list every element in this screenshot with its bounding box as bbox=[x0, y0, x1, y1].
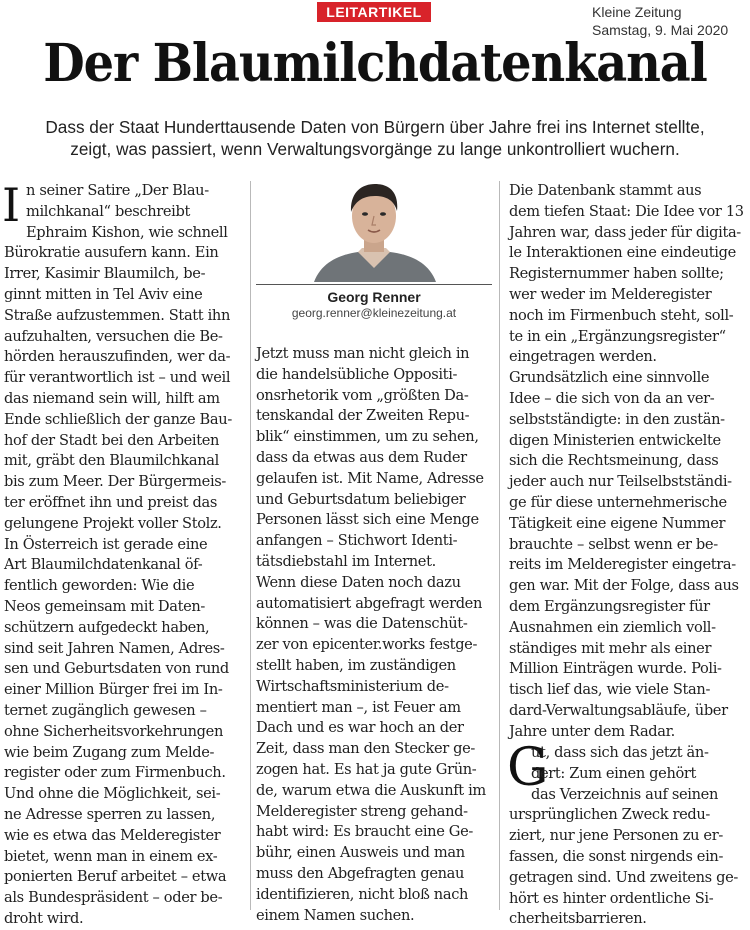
text-line: fassen, die sonst nirgends ein- bbox=[509, 847, 724, 865]
section-kicker: LEITARTIKEL bbox=[317, 2, 431, 22]
text-line: fentlich geworden: Wie die bbox=[4, 577, 195, 595]
text-line: ziert, nur jene Personen zu er- bbox=[509, 827, 723, 845]
text-line: Wirtschaftsministerium de- bbox=[256, 677, 449, 695]
standfirst-line: Dass der Staat Hunderttausende Daten von Bürgern über Jahre frei ins Internet stellte, bbox=[45, 117, 705, 137]
text-line: gen war. Mit der Folge, dass aus bbox=[509, 577, 739, 595]
text-line: getragen sind. Und zweitens ge- bbox=[509, 868, 738, 886]
text-line: jeder auch nur Teilselbstständi- bbox=[509, 473, 732, 491]
publication-date: Samstag, 9. Mai 2020 bbox=[592, 22, 729, 38]
text-line: tenskandal der Zweiten Repu- bbox=[256, 407, 470, 425]
text-line: tätsdiebstahl im Internet. bbox=[256, 552, 436, 570]
text-line: Ephraim Kishon, wie schnell bbox=[26, 223, 228, 241]
text-line: selbstständigte: in den zustän- bbox=[509, 410, 725, 428]
text-line: aufzuhalten, versuchen die Be- bbox=[4, 327, 223, 345]
text-line: identifizieren, nicht bloß nach bbox=[256, 885, 469, 903]
text-line: Die Datenbank stammt aus bbox=[509, 182, 702, 199]
dropcap-i: I bbox=[2, 178, 21, 232]
text-line: zer von epicenter.works festge- bbox=[256, 636, 478, 654]
text-line: Tätigkeit eine eigene Nummer bbox=[509, 514, 726, 532]
text-line: Und ohne die Möglichkeit, sei- bbox=[4, 785, 221, 803]
text-line: Ende schließlich der ganze Bau- bbox=[4, 410, 232, 428]
text-line: schützern aufgedeckt haben, bbox=[4, 618, 210, 636]
text-line: muss den Abgefragten genau bbox=[256, 864, 465, 882]
text-line: Jahren war, dass jeder für digita- bbox=[509, 223, 741, 241]
text-line: noch im Firmenbuch steht, soll- bbox=[509, 306, 734, 324]
text-line: das Verzeichnis auf seinen bbox=[531, 785, 719, 803]
text-line: Art Blaumilchdatenkanal öf- bbox=[4, 556, 203, 574]
text-line: Bürokratie ausufern kann. Ein bbox=[4, 244, 219, 262]
article-column-3 bbox=[509, 181, 747, 743]
text-line: In Österreich ist gerade eine bbox=[4, 535, 208, 553]
text-line: als Bundespräsident – oder be- bbox=[4, 889, 223, 907]
text-line: register oder zum Firmenbuch. bbox=[4, 764, 226, 782]
text-line: dert: Zum einen gehört bbox=[531, 764, 697, 782]
text-line: zogen hat. Es hat ja gute Grün- bbox=[256, 760, 477, 778]
text-line: einem Namen suchen. bbox=[256, 906, 415, 924]
text-line: ponierten Beruf arbeitet – etwa bbox=[4, 868, 227, 886]
text-line: Registernummer haben sollte; bbox=[509, 265, 724, 283]
text-line: wer weder im Melderegister bbox=[509, 285, 712, 303]
text-line: wie es etwa das Melderegister bbox=[4, 826, 221, 844]
standfirst-line: zeigt, was passiert, wenn Verwaltungsvorgänge zu lange unkontrolliert wuchern. bbox=[70, 139, 680, 159]
text-line: Idee – die sich von da an ver- bbox=[509, 389, 715, 407]
publication-name: Kleine Zeitung bbox=[592, 4, 682, 20]
text-line: hörden herauszufinden, wer da- bbox=[4, 348, 231, 366]
text-line: sind seit Jahren Namen, Adres- bbox=[4, 639, 225, 657]
text-line: le Interaktionen eine eindeutige bbox=[509, 244, 736, 262]
text-line: blik“ einstimmen, um zu sehen, bbox=[256, 428, 479, 446]
text-line: reits im Melderegister eingetra- bbox=[509, 556, 736, 574]
text-line: ursprünglichen Zweck redu- bbox=[509, 806, 711, 824]
text-line: stellt haben, im zuständigen bbox=[256, 656, 456, 674]
column-rule bbox=[250, 181, 251, 910]
text-line: de, warum etwa die Auskunft im bbox=[256, 781, 486, 799]
text-line: bühr, einen Ausweis und man bbox=[256, 844, 465, 862]
text-line: dem tiefen Staat: Die Idee vor 13 bbox=[509, 202, 744, 220]
text-line: mentiert man –, ist Feuer am bbox=[256, 698, 461, 716]
text-line: und Geburtsdatum beliebiger bbox=[256, 490, 466, 508]
text-line: einer Million Bürger frei im In- bbox=[4, 681, 223, 699]
text-line: Wenn diese Daten noch dazu bbox=[256, 573, 461, 591]
text-line: digen Ministerien entwickelte bbox=[509, 431, 721, 449]
text-line: tisch lief das, wie viele Stan- bbox=[509, 681, 711, 699]
text-line: Melderegister streng gehand- bbox=[256, 802, 468, 820]
text-line: Ausnahmen ein ziemlich voll- bbox=[509, 618, 716, 636]
text-line: das niemand sein will, hilft am bbox=[4, 389, 220, 407]
column-rule bbox=[499, 181, 500, 910]
text-line: sich die Rechtsmeinung, dass bbox=[509, 452, 719, 470]
text-line: Dach und es war hoch an der bbox=[256, 719, 464, 737]
text-line: te in ein „Ergänzungsregister“ bbox=[509, 327, 726, 345]
text-line: eingetragen werden. bbox=[509, 348, 657, 366]
text-line: Straße aufzustemmen. Statt ihn bbox=[4, 306, 231, 324]
author-divider bbox=[256, 284, 492, 285]
text-line: droht wird. bbox=[4, 909, 84, 927]
text-line: hört es hinter ordentliche Si- bbox=[509, 889, 714, 907]
author-portrait bbox=[258, 178, 490, 282]
text-line: Jahre unter dem Radar. bbox=[509, 722, 675, 740]
text-line: dem Ergänzungsregister für bbox=[509, 597, 710, 615]
text-line: Grundsätzlich eine sinnvolle bbox=[509, 369, 710, 387]
article-column-2 bbox=[256, 344, 494, 926]
text-line: ternet zugänglich gewesen – bbox=[4, 701, 207, 719]
text-line: anfangen – Stichwort Identi- bbox=[256, 532, 458, 550]
headline: Der Blaumilchdatenkanal bbox=[43, 33, 707, 94]
text-line: gelungene Projekt voller Stolz. bbox=[4, 514, 222, 532]
text-line: ge für diese unternehmerische bbox=[509, 493, 727, 511]
author-name: Georg Renner bbox=[327, 289, 421, 305]
text-line: hof der Stadt bei den Arbeiten bbox=[4, 431, 220, 449]
article-column-3-continued bbox=[507, 738, 747, 930]
text-line: ne Adresse sperren zu lassen, bbox=[4, 805, 216, 823]
text-line: ut, dass sich das jetzt än- bbox=[531, 744, 709, 761]
text-line: ter eröffnet ihn und preist das bbox=[4, 493, 218, 511]
text-line: sen und Geburtsdaten von rund bbox=[4, 660, 229, 678]
text-line: brauchte – selbst wenn er be- bbox=[509, 535, 718, 553]
text-line: Zeit, dass man den Stecker ge- bbox=[256, 740, 476, 758]
article-column-1 bbox=[2, 178, 244, 930]
text-line: automatisiert abgefragt werden bbox=[256, 594, 483, 612]
text-line: Irrer, Kasimir Blaumilch, be- bbox=[4, 265, 206, 283]
text-line: gelaufen ist. Mit Name, Adresse bbox=[256, 469, 484, 487]
text-line: bis zum Meer. Der Bürgermeis- bbox=[4, 473, 226, 491]
text-line: habt wird: Es braucht eine Ge- bbox=[256, 823, 473, 841]
text-line: die handelsübliche Oppositi- bbox=[256, 365, 458, 383]
standfirst bbox=[0, 116, 750, 160]
text-line: ständiges mit mehr als einer bbox=[509, 639, 712, 657]
text-line: Neos gemeinsam mit Daten- bbox=[4, 597, 205, 615]
text-line: dass da etwas aus dem Ruder bbox=[256, 448, 467, 466]
text-line: dard-Verwaltungsabläufe, über bbox=[509, 701, 728, 719]
dropcap-g: G bbox=[507, 738, 549, 798]
text-line: Personen lässt sich eine Menge bbox=[256, 511, 479, 529]
author-email: georg.renner@kleinezeitung.at bbox=[291, 306, 457, 320]
text-line: ohne Sicherheitsvorkehrungen bbox=[4, 722, 224, 740]
text-line: onsrhetorik vom „größten Da- bbox=[256, 386, 469, 404]
text-line: bietet, wenn man in einem ex- bbox=[4, 847, 218, 865]
text-line: Jetzt muss man nicht gleich in bbox=[256, 345, 470, 362]
text-line: für verantwortlich ist – und weil bbox=[4, 369, 231, 387]
text-line: n seiner Satire „Der Blau- bbox=[26, 182, 209, 199]
text-line: milchkanal“ beschreibt bbox=[26, 202, 190, 220]
text-line: ginnt mitten in Tel Aviv eine bbox=[4, 285, 203, 303]
text-line: können – was die Datenschüt- bbox=[256, 615, 468, 633]
text-line: Million Einträgen wurde. Poli- bbox=[509, 660, 722, 678]
text-line: wie beim Zugang zum Melde- bbox=[4, 743, 215, 761]
text-line: mit, gräbt den Blaumilchkanal bbox=[4, 452, 219, 470]
text-line: cherheitsbarrieren. bbox=[509, 910, 647, 928]
